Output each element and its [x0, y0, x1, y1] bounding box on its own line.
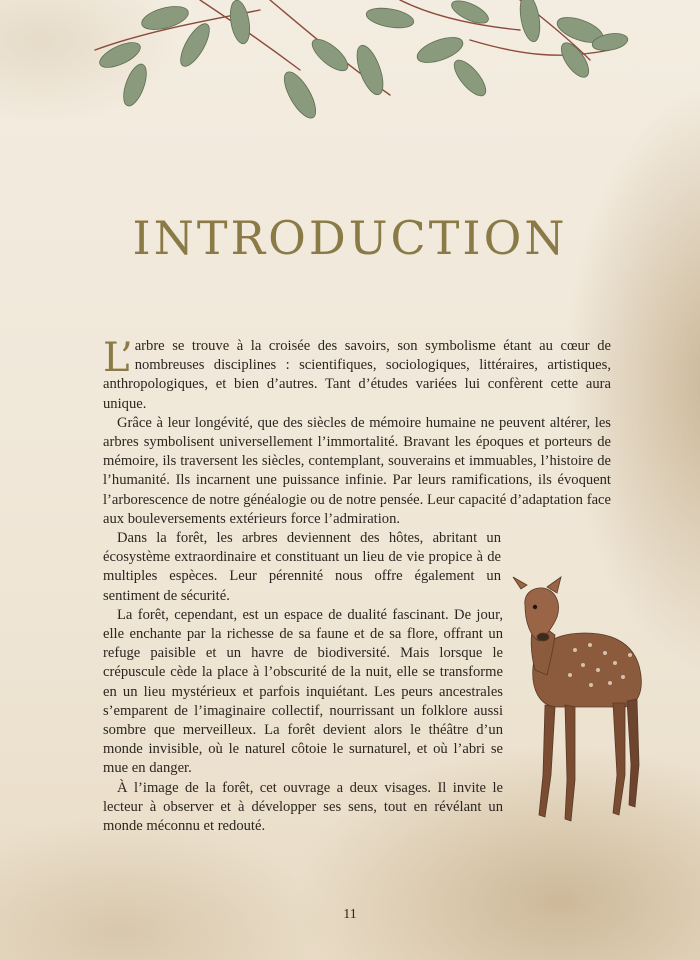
paragraph-3: Dans la forêt, les arbres deviennent des hôtes, abritant un écosystème extraordinaire et constituant un lieu de vie propice à de multiples espèces. Leur pérennité nous offre également un sentiment de sécurité. [103, 530, 501, 604]
drop-cap: L’ [103, 335, 133, 381]
fawn-deer-illustration [495, 575, 655, 835]
leafy-branch-illustration [0, 0, 700, 130]
paragraph-2: Grâce à leur longévité, que des siècles de mémoire humaine ne peuvent altérer, les arbres symbolisent universellement l’immortalité. Bravant les époques et porteurs de mémoire, ils traversent les siècles, contemplant, souverains et immuables, l’histoire de l’humanité. Ils incarnent une puissance infinie. Par leurs ramifications, ils évoquent l’arborescence de notre généalogie ou de notre pensée. Leur capacité d’adaptation face aux bouleversements extérieurs force l’admiration. [103, 414, 611, 527]
paragraph-4: La forêt, cependant, est un espace de dualité fascinant. De jour, elle enchante par la richesse de sa faune et de sa flore, offrant un refuge paisible et un havre de biodiversité. Mais lorsque le crépuscule cède la place à l’obscurité de la nuit, elle se transforme en un lieu mystérieux et parfois inquiétant. Les peurs ancestrales s’emparent de l’imaginaire collectif, nourrissant un folklore aussi sombre que merveilleux. La forêt devient alors le théâtre d’un monde invisible, où le naturel côtoie le surnaturel, et où l’abri se mue en danger. [103, 606, 503, 777]
paragraph-5: À l’image de la forêt, cet ouvrage a deux visages. Il invite le lecteur à observer et à développer ses sens, tout en révélant un monde méconnu et redouté. [103, 779, 503, 835]
page-title: INTRODUCTION [132, 210, 568, 265]
paragraph-1-text: arbre se trouve à la croisée des savoirs, son symbolisme étant au cœur de nombreuses disciplines : scientifiques, sociologiques, littéraires, artistiques, anthropologiques, et bien d’autres. Tant d’études variées lui confèrent cette aura unique. [103, 338, 611, 412]
page-number: 11 [343, 907, 357, 922]
paragraph-1 [103, 337, 611, 414]
